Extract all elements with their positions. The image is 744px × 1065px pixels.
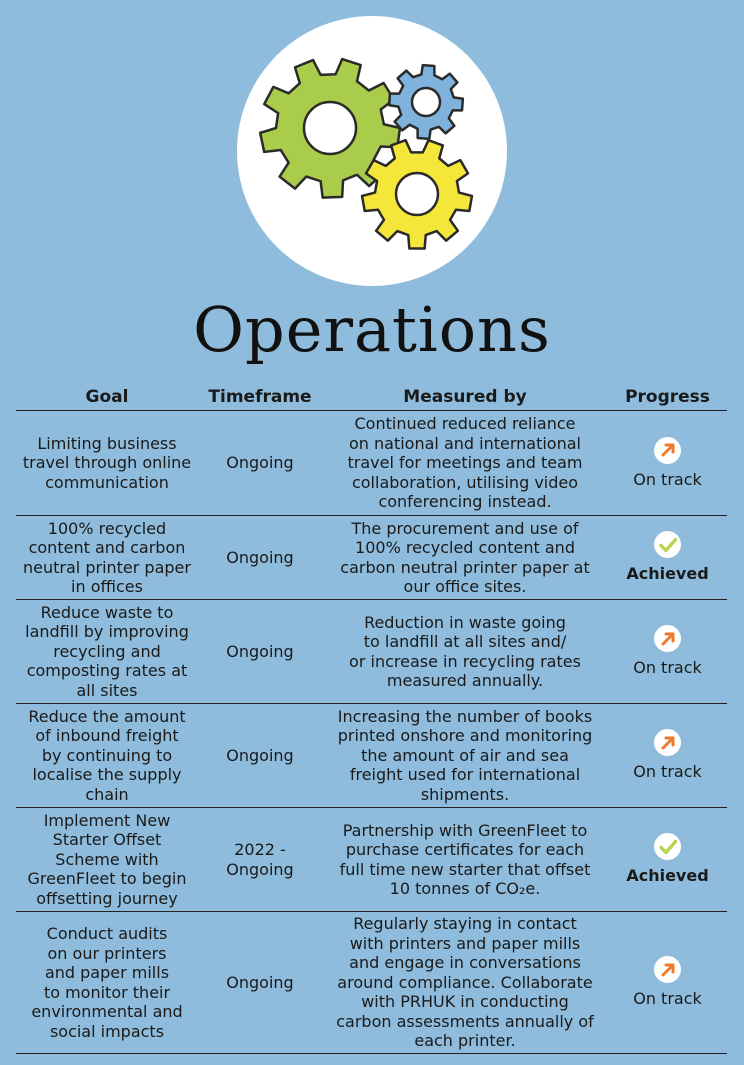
timeframe-cell [198, 973, 322, 993]
text-line: or increase in recycling rates [349, 651, 581, 671]
measured-by-cell [322, 914, 608, 1051]
text-line: each printer. [414, 1031, 516, 1051]
text-line: of inbound freight [35, 726, 179, 746]
measured-by-cell [322, 613, 608, 691]
text-line: environmental and [31, 1002, 183, 1021]
progress-status: Achieved [626, 564, 709, 584]
text-line: 2022 - [234, 840, 286, 859]
text-line: 100% recycled content and [355, 538, 575, 557]
text-line: Reduce waste to [40, 602, 174, 622]
table-row [16, 516, 727, 600]
text-line: travel for meetings and team [347, 453, 583, 473]
checkmark-icon [654, 531, 681, 558]
measured-by-cell [322, 821, 608, 899]
timeframe-cell [198, 746, 322, 766]
header-goal: Goal [85, 387, 129, 407]
text-line: Ongoing [226, 547, 294, 567]
table-row [16, 912, 727, 1054]
text-line: Ongoing [226, 453, 294, 473]
text-line: the amount of air and sea [361, 745, 569, 765]
progress-status: On track [633, 989, 702, 1009]
text-line: landfill by improving [25, 622, 189, 642]
arrow-up-right-icon [654, 625, 681, 652]
text-line: on our printers [47, 943, 167, 963]
text-line: Ongoing [226, 972, 294, 992]
text-line: Limiting business [37, 433, 177, 453]
text-line: content and carbon [28, 538, 186, 557]
gears-icon [237, 16, 507, 286]
text-line: localise the supply [32, 765, 182, 785]
text-line: offsetting journey [36, 888, 178, 908]
text-line: Ongoing [226, 859, 294, 879]
text-line: with printers and paper mills [349, 933, 581, 953]
arrow-up-right-icon [654, 437, 681, 464]
text-line: communication [45, 472, 169, 492]
progress-status: On track [633, 762, 702, 782]
text-line: Reduce the amount [28, 706, 186, 726]
text-line: and engage in conversations [349, 953, 581, 973]
text-line: freight used for international [349, 765, 581, 785]
text-line: travel through online [22, 453, 192, 473]
text-line: shipments. [420, 784, 510, 804]
table-row [16, 704, 727, 808]
goal-cell [16, 811, 198, 909]
timeframe-cell [198, 840, 322, 879]
hero-illustration [237, 16, 507, 286]
text-line: Conduct audits [46, 924, 168, 943]
text-line: Reduction in waste going [364, 612, 566, 632]
text-line: printed onshore and monitoring [337, 726, 593, 746]
text-line: neutral printer paper [23, 557, 191, 577]
text-line: Scheme with [55, 849, 159, 869]
header-measured-by: Measured by [403, 387, 527, 407]
text-line: social impacts [49, 1021, 165, 1041]
goal-cell [16, 434, 198, 493]
text-line: full time new starter that offset [339, 859, 591, 879]
text-line: Continued reduced reliance [354, 414, 576, 434]
text-line: to landfill at all sites and/ [363, 632, 567, 651]
arrow-up-right-icon [654, 729, 681, 756]
timeframe-cell [198, 548, 322, 568]
text-line: by continuing to [41, 745, 173, 765]
text-line: 10 tonnes of CO₂e. [389, 879, 541, 898]
page-title: Operations [193, 293, 551, 366]
text-line: all sites [76, 680, 138, 700]
timeframe-cell [198, 453, 322, 473]
text-line: measured annually. [386, 671, 544, 690]
text-line: our office sites. [403, 577, 527, 596]
progress-status: On track [633, 658, 702, 678]
goal-cell [16, 924, 198, 1041]
text-line: on national and international [349, 433, 581, 453]
text-line: Regularly staying in contact [353, 914, 577, 934]
text-line: The procurement and use of [351, 518, 579, 538]
progress-cell [608, 437, 727, 490]
progress-cell [608, 729, 727, 782]
operations-table [16, 384, 727, 1054]
progress-cell [608, 833, 727, 886]
progress-status: Achieved [626, 866, 709, 886]
text-line: composting rates at [26, 661, 188, 681]
text-line: Partnership with GreenFleet to [342, 820, 588, 840]
text-line: Increasing the number of books [337, 706, 593, 726]
text-line: 100% recycled [47, 518, 167, 538]
text-line: in offices [71, 577, 143, 596]
goal-cell [16, 707, 198, 805]
checkmark-icon [654, 833, 681, 860]
progress-status: On track [633, 469, 702, 489]
text-line: and paper mills [44, 963, 170, 982]
text-line: purchase certificates for each [345, 840, 585, 859]
table-header [16, 384, 727, 411]
text-line: around compliance. Collaborate [337, 972, 593, 992]
measured-by-cell [322, 707, 608, 805]
text-line: Implement New [43, 810, 171, 830]
text-line: chain [85, 784, 129, 804]
header-timeframe: Timeframe [208, 387, 312, 407]
header-progress: Progress [625, 387, 710, 407]
goal-cell [16, 603, 198, 701]
table-body [16, 411, 727, 1054]
text-line: Ongoing [226, 745, 294, 765]
text-line: collaboration, utilising video [351, 472, 579, 492]
goal-cell [16, 519, 198, 597]
text-line: conferencing instead. [378, 492, 552, 512]
progress-cell [608, 625, 727, 678]
table-row [16, 600, 727, 704]
text-line: recycling and [53, 641, 161, 661]
text-line: Ongoing [226, 641, 294, 661]
text-line: carbon assessments annually of [336, 1011, 594, 1031]
table-row [16, 808, 727, 912]
measured-by-cell [322, 519, 608, 597]
progress-cell [608, 956, 727, 1009]
text-line: Starter Offset [52, 830, 162, 850]
progress-cell [608, 531, 727, 584]
text-line: GreenFleet to begin [27, 869, 187, 889]
text-line: to monitor their [43, 982, 171, 1002]
text-line: with PRHUK in conducting [361, 992, 569, 1012]
arrow-up-right-icon [654, 956, 681, 983]
timeframe-cell [198, 642, 322, 662]
text-line: carbon neutral printer paper at [340, 557, 590, 577]
measured-by-cell [322, 414, 608, 512]
table-row [16, 411, 727, 516]
